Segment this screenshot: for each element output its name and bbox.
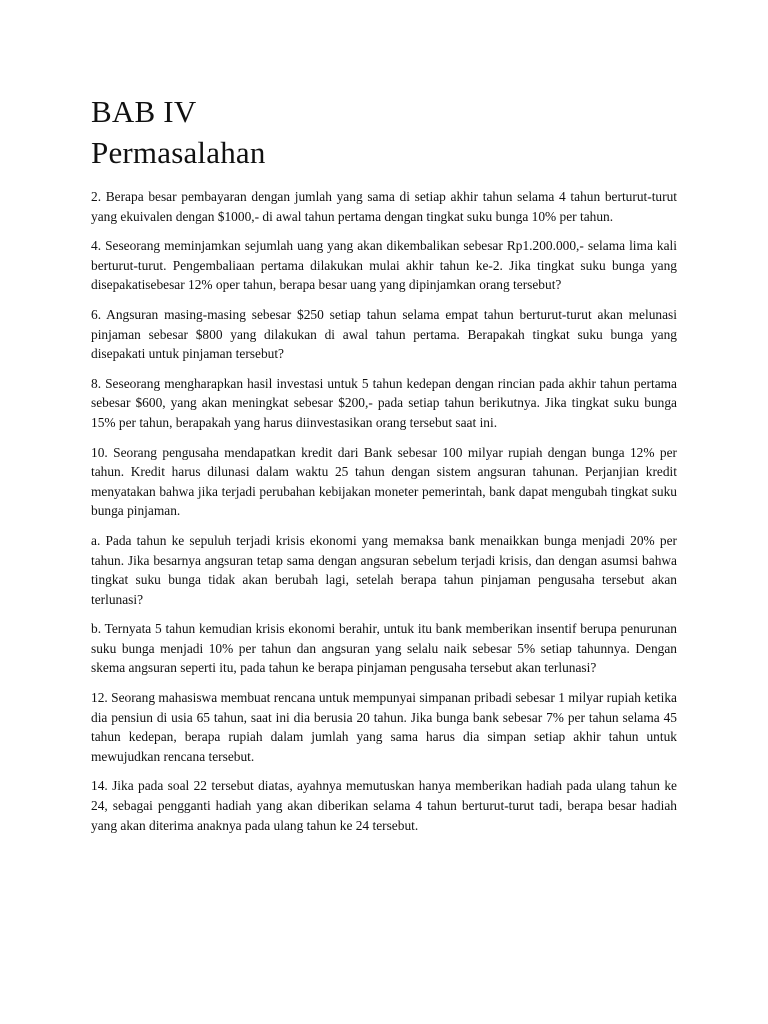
document-page (91, 92, 677, 845)
problem-8: 8. Seseorang mengharapkan hasil investasi untuk 5 tahun kedepan dengan rincian pada akhir tahun pertama sebesar $600, yang akan meningkat sebesar $200,- pada setiap tahun berikutnya. Jika tingkat suku bunga 15% per tahun, berapakah yang harus diinvestasikan orang tersebut saat ini. (91, 375, 677, 430)
chapter-heading: BAB IV (91, 94, 197, 129)
problem-12: 12. Seorang mahasiswa membuat rencana untuk mempunyai simpanan pribadi sebesar 1 milyar rupiah ketika dia pensiun di usia 65 tahun, saat ini dia berusia 20 tahun. Jika bunga bank sebesar 7% per tahun selama 45 tahun kedepan, berapa rupiah dalam jumlah yang sama harus dia simpan setiap akhir tahun untuk mewujudkan rencana tersebut. (91, 690, 677, 764)
problem-10a: a. Pada tahun ke sepuluh terjadi krisis ekonomi yang memaksa bank menaikkan bunga menjadi 20% per tahun. Jika besarnya angsuran tetap sama dengan angsuran sebelum terjadi krisis, dan dengan asumsi bahwa tingkat suku bunga tidak akan berubah lagi, setelah berapa tahun pinjaman pengusaha tersebut akan terlunasi? (91, 532, 677, 607)
problem-10: 10. Seorang pengusaha mendapatkan kredit dari Bank sebesar 100 milyar rupiah dengan bunga 12% per tahun. Kredit harus dilunasi dalam waktu 25 tahun dengan sistem angsuran tahunan. Perjanjian kredit menyatakan bahwa jika terjadi perubahan kebijakan moneter pemerintah, bank dapat mengubah tingkat suku bunga pinjaman. (91, 444, 677, 519)
problem-14: 14. Jika pada soal 22 tersebut diatas, ayahnya memutuskan hanya memberikan hadiah pada ulang tahun ke 24, sebagai pengganti hadiah yang akan diberikan selama 4 tahun berturut-turut tadi, berapa besar hadiah yang akan diterima anaknya pada ulang tahun ke 24 tersebut. (91, 778, 677, 833)
section-title: Permasalahan (91, 135, 266, 170)
problem-10b: b. Ternyata 5 tahun kemudian krisis ekonomi berahir, untuk itu bank memberikan insentif berupa penurunan suku bunga menjadi 10% per tahun dan angsuran yang selalu naik sebesar 5% setiap tahunnya. Dengan skema angsuran seperti itu, pada tahun ke berapa pinjaman pengusaha tersebut akan terlunasi? (91, 621, 677, 676)
problem-2: 2. Berapa besar pembayaran dengan jumlah yang sama di setiap akhir tahun selama 4 tahun berturut-turut yang ekuivalen dengan $1000,- di awal tahun pertama dengan tingkat suku bunga 10% per tahun. (91, 189, 677, 224)
problem-4: 4. Seseorang meminjamkan sejumlah uang yang akan dikembalikan sebesar Rp1.200.000,- selama lima kali berturut-turut. Pengembaliaan pertama dilakukan mulai akhir tahun ke-2. Jika tingkat suku bunga yang disepakatisebesar 12% oper tahun, berapa besar uang yang dipinjamkan orang tersebut? (91, 238, 677, 293)
problem-6: 6. Angsuran masing-masing sebesar $250 setiap tahun selama empat tahun berturut-turut akan melunasi pinjaman sebesar $800 yang dilakukan di awal tahun pertama. Berapakah tingkat suku bunga yang disepakati untuk pinjaman tersebut? (91, 306, 677, 362)
